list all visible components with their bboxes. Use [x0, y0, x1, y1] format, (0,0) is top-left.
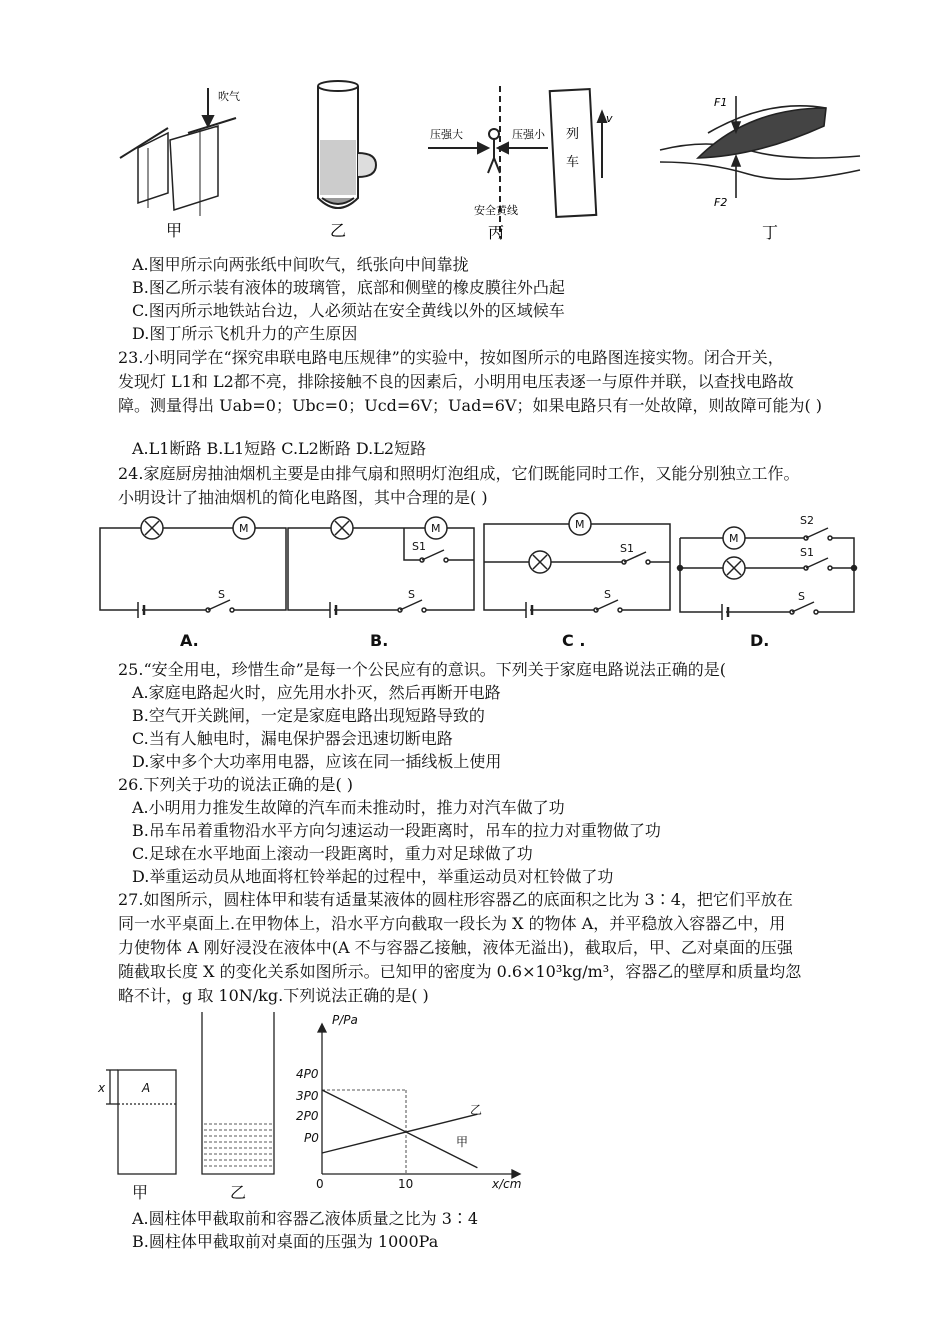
q26-option-d: D.举重运动员从地面将杠铃举起的过程中，举重运动员对杠铃做了功	[132, 867, 614, 886]
label-circuit-d: D.	[750, 631, 770, 650]
series-label-jia: 甲	[456, 1135, 469, 1149]
pressure-big-label: 压强大	[430, 128, 463, 141]
y-axis-label: P/Pa	[332, 1013, 358, 1027]
series-label-yi: 乙	[470, 1103, 483, 1117]
q26-stem: 26.下列关于功的说法正确的是( )	[118, 775, 354, 794]
tick-3p0: 3P0	[296, 1089, 319, 1103]
label-yi: 乙	[330, 221, 347, 240]
label-circuit-c: C .	[562, 631, 586, 650]
q24-stem-2: 小明设计了抽油烟机的简化电路图，其中合理的是( )	[118, 488, 488, 507]
q26-option-c: C.足球在水平地面上滚动一段距离时，重力对足球做了功	[132, 844, 533, 863]
q27-option-a: A.圆柱体甲截取前和容器乙液体质量之比为 3∶4	[132, 1209, 479, 1228]
a-block-label: A	[142, 1081, 151, 1095]
switch-s-b: S	[408, 588, 415, 601]
pressure-small-label: 压强小	[512, 128, 545, 141]
circuit-a	[100, 517, 286, 618]
switch-s1-b: S1	[412, 540, 426, 553]
q22-option-c: C.图丙所示地铁站台边，人必须站在安全黄线以外的区域候车	[132, 301, 565, 320]
tick-p0: P0	[304, 1131, 319, 1145]
tick-10: 10	[398, 1177, 414, 1191]
q23-stem-3: 障。测量得出 Uab=0；Ubc=0；Ucd=6V；Uad=6V；如果电路只有一处故障，则故障可能为( )	[118, 396, 823, 415]
figure-24-circuits	[94, 508, 874, 656]
q26-option-a: A.小明用力推发生故障的汽车而未推动时，推力对汽车做了功	[132, 798, 565, 817]
x-axis-label: x/cm	[492, 1177, 522, 1191]
circuit-d	[678, 527, 857, 620]
q25-option-a: A.家庭电路起火时，应先用水扑灭，然后再断开电路	[132, 683, 501, 702]
q24-stem-1: 24.家庭厨房抽油烟机主要是由排气扇和照明灯泡组成，它们既能同时工作，又能分别独立工作。	[118, 464, 800, 483]
q25-stem: 25.“安全用电，珍惜生命”是每一个公民应有的意识。下列关于家庭电路说法正确的是(	[118, 660, 727, 679]
q27-stem-5: 略不计，g 取 10N/kg.下列说法正确的是( )	[118, 986, 429, 1005]
f1-label: F1	[714, 96, 728, 109]
q22-option-b: B.图乙所示装有液体的玻璃管，底部和侧壁的橡皮膜往外凸起	[132, 278, 565, 297]
q27-stem-1: 27.如图所示，圆柱体甲和装有适量某液体的圆柱形容器乙的底面积之比为 3∶4，把它们平放在	[118, 890, 793, 909]
label-bing: 丙	[488, 223, 505, 242]
switch-s1-c: S1	[620, 542, 634, 555]
q22-option-d: D.图丁所示飞机升力的产生原因	[132, 324, 358, 343]
figure-22	[108, 78, 870, 250]
x-cut-label: x	[98, 1081, 106, 1095]
q26-option-b: B.吊车吊着重物沿水平方向匀速运动一段距离时，吊车的拉力对重物做了功	[132, 821, 661, 840]
tick-origin: 0	[316, 1177, 324, 1191]
q27-option-b: B.圆柱体甲截取前对桌面的压强为 1000Pa	[132, 1232, 439, 1251]
safe-line-label: 安全黄线	[474, 204, 518, 217]
train-label-2: 车	[566, 155, 580, 170]
circuit-b	[288, 517, 474, 618]
switch-s2-d: S2	[800, 514, 814, 527]
label-circuit-b: B.	[370, 631, 389, 650]
switch-s1-d: S1	[800, 546, 814, 559]
q27-stem-3: 力使物体 A 刚好浸没在液体中(A 不与容器乙接触，液体无溢出)，截取后，甲、乙对桌面的压强	[118, 938, 793, 957]
q23-stem-1: 23.小明同学在“探究串联电路电压规律”的实验中，按如图所示的电路图连接实物。闭合开关，	[118, 348, 784, 367]
f2-label: F2	[714, 196, 728, 209]
container-yi	[202, 1012, 274, 1174]
q27-stem-2: 同一水平桌面上.在甲物体上，沿水平方向截取一段长为 X 的物体 A，并平稳放入容器乙中，用	[118, 914, 786, 933]
q22-option-a: A.图甲所示向两张纸中间吹气，纸张向中间靠拢	[132, 255, 469, 274]
fig-ding	[660, 96, 860, 198]
label-jia-27: 甲	[132, 1183, 149, 1202]
tick-2p0: 2P0	[296, 1109, 319, 1123]
train-label-1: 列	[566, 127, 580, 142]
label-yi-27: 乙	[230, 1183, 247, 1202]
label-circuit-a: A.	[180, 631, 199, 650]
motor-b: M	[431, 522, 441, 535]
motor-c: M	[575, 518, 585, 531]
fig-yi	[318, 81, 376, 208]
figure-27	[96, 1008, 546, 1204]
series-line-jia	[322, 1090, 477, 1168]
fig-jia	[120, 88, 236, 216]
label-jia: 甲	[166, 221, 183, 240]
q23-options: A.L1断路 B.L1短路 C.L2断路 D.L2短路	[132, 439, 427, 458]
motor-d: M	[729, 532, 739, 545]
switch-s-c: S	[604, 588, 611, 601]
blow-label: 吹气	[218, 90, 240, 103]
v-label: v	[606, 112, 613, 125]
switch-s-d: S	[798, 590, 805, 603]
series-line-yi	[322, 1114, 477, 1153]
switch-s-a: S	[218, 588, 225, 601]
q25-option-d: D.家中多个大功率用电器，应该在同一插线板上使用	[132, 752, 502, 771]
q25-option-b: B.空气开关跳闸，一定是家庭电路出现短路导致的	[132, 706, 485, 725]
label-ding: 丁	[762, 223, 779, 242]
q25-option-c: C.当有人触电时，漏电保护器会迅速切断电路	[132, 729, 453, 748]
tick-4p0: 4P0	[296, 1067, 319, 1081]
q23-stem-2: 发现灯 L1和 L2都不亮，排除接触不良的因素后，小明用电压表逐一与原件并联，以查找电路故	[118, 372, 794, 391]
q27-stem-4: 随截取长度 X 的变化关系如图所示。已知甲的密度为 0.6×10³kg/m³，容器乙的壁厚和质量均忽	[118, 962, 802, 981]
motor-a: M	[239, 522, 249, 535]
